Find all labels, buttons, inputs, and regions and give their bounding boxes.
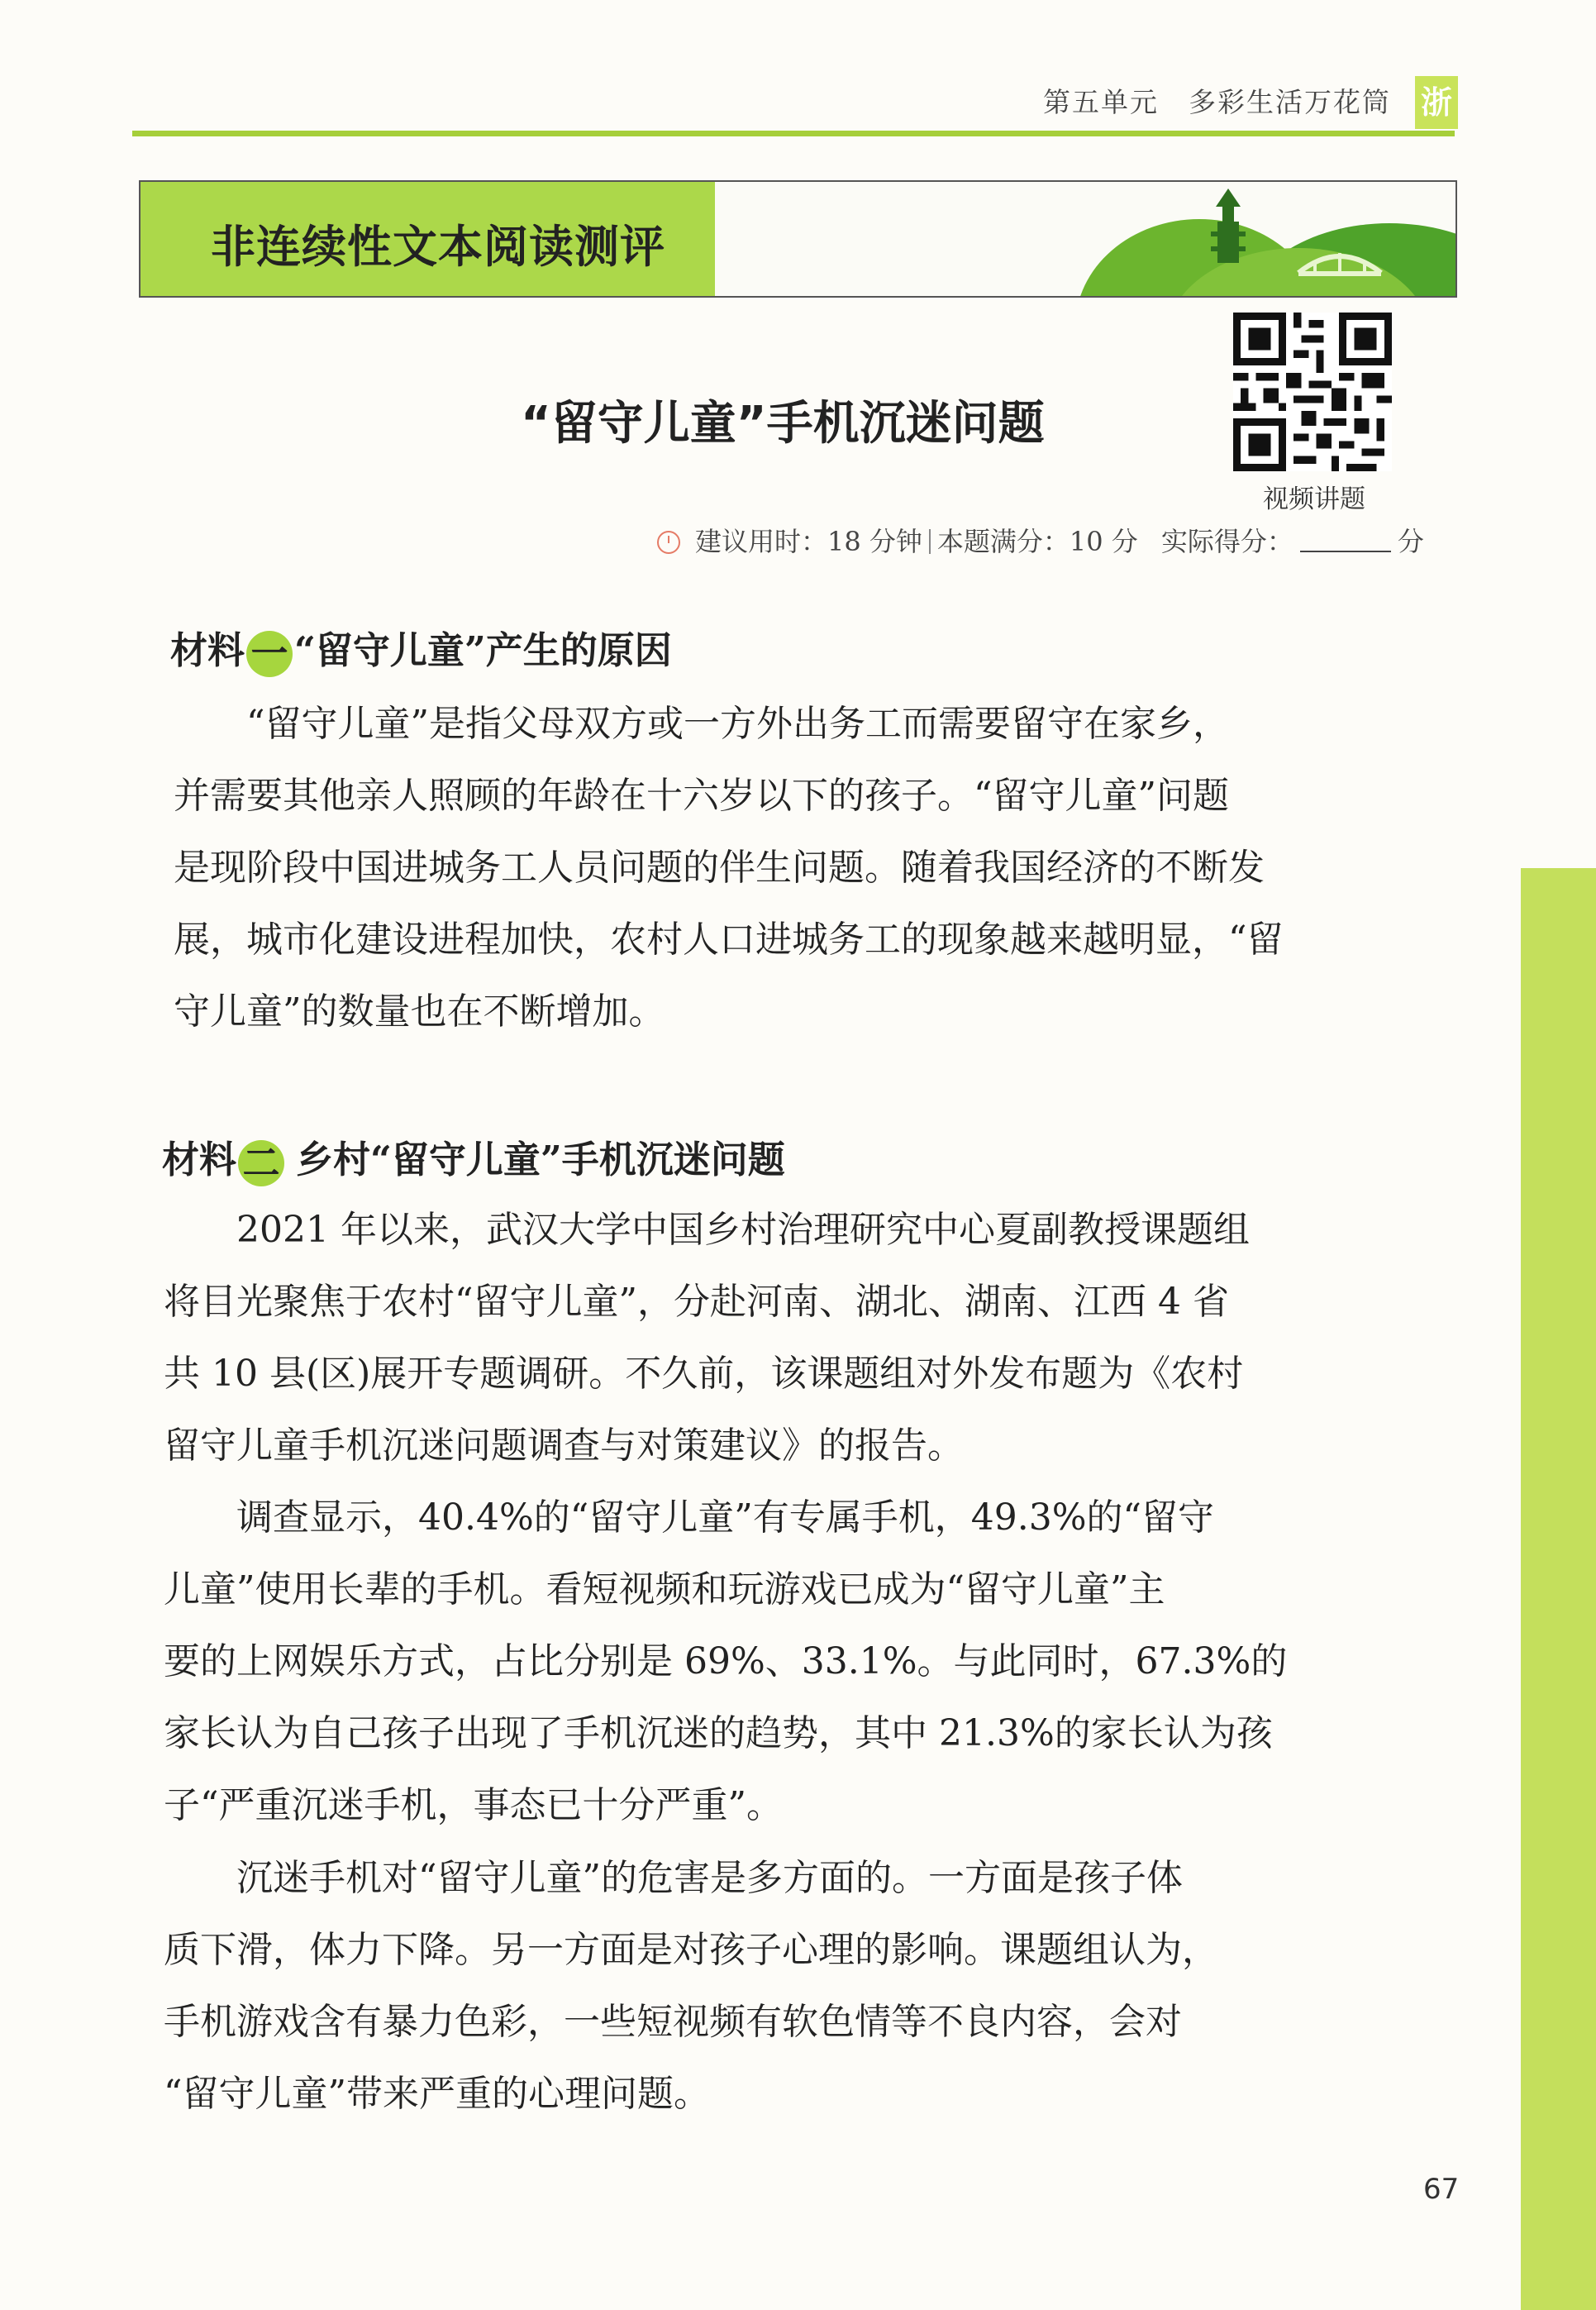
page-number: 67 bbox=[1423, 2173, 1460, 2206]
clock-icon bbox=[657, 531, 680, 554]
material1-prefix: 材料 bbox=[170, 628, 245, 672]
divider bbox=[929, 529, 931, 554]
material2-prefix: 材料 bbox=[162, 1138, 237, 1181]
pagoda-hill-illustration bbox=[1026, 182, 1455, 296]
material2-para2 bbox=[164, 1482, 1287, 1841]
qr-caption: 视频讲题 bbox=[1263, 484, 1365, 514]
material1-number: 一 bbox=[246, 631, 293, 677]
text-line: 将目光聚焦于农村“留守儿童”，分赴河南、湖北、湖南、江西 4 省 bbox=[164, 1281, 1229, 1323]
text-line: “留守儿童”是指父母双方或一方外出务工而需要留守在家乡， bbox=[246, 703, 1229, 745]
score-blank[interactable] bbox=[1300, 551, 1391, 552]
exercise-meta bbox=[657, 521, 1424, 559]
material2-title: 乡村“留守儿童”手机沉迷问题 bbox=[296, 1138, 785, 1181]
text-line: 并需要其他亲人照顾的年龄在十六岁以下的孩子。“留守儿童”问题 bbox=[174, 775, 1229, 817]
side-thumb-tab bbox=[1521, 868, 1596, 2310]
qr-code[interactable] bbox=[1233, 313, 1392, 471]
suggested-time: 建议用时：18 分钟 bbox=[695, 526, 922, 557]
article-title: “留守儿童”手机沉迷问题 bbox=[521, 397, 1045, 451]
unit-label: 第五单元 bbox=[1043, 86, 1159, 118]
material2-para3 bbox=[164, 1842, 1218, 2130]
score-unit: 分 bbox=[1397, 526, 1424, 557]
running-header bbox=[1043, 81, 1391, 120]
text-line: 家长认为自己孩子出现了手机沉迷的趋势，其中 21.3%的家长认为孩 bbox=[164, 1712, 1273, 1754]
text-line: 展，城市化建设进程加快，农村人口进城务工的现象越来越明显，“留 bbox=[174, 919, 1284, 961]
text-line: 儿童”使用长辈的手机。看短视频和玩游戏已成为“留守儿童”主 bbox=[164, 1568, 1165, 1611]
material2-number: 二 bbox=[238, 1140, 284, 1186]
text-line: 留守儿童手机沉迷问题调查与对策建议》的报告。 bbox=[164, 1425, 964, 1467]
text-line: 共 10 县(区)展开专题调研。不久前，该课题组对外发布题为《农村 bbox=[164, 1353, 1244, 1395]
text-line: 子“严重沉迷手机，事态已十分严重”。 bbox=[164, 1784, 783, 1826]
text-line: 是现阶段中国进城务工人员问题的伴生问题。随着我国经济的不断发 bbox=[174, 847, 1265, 889]
unit-title: 多彩生活万花筒 bbox=[1189, 86, 1391, 118]
text-line: 沉迷手机对“留守儿童”的危害是多方面的。一方面是孩子体 bbox=[236, 1857, 1183, 1899]
material1-body bbox=[174, 688, 1284, 1048]
section-banner bbox=[139, 180, 1457, 298]
actual-score-label: 实际得分： bbox=[1160, 526, 1293, 557]
text-line: 要的上网娱乐方式，占比分别是 69%、33.1%。与此同时，67.3%的 bbox=[164, 1640, 1288, 1682]
material1-title: “留守儿童”产生的原因 bbox=[294, 628, 672, 672]
section-title: 非连续性文本阅读测评 bbox=[211, 220, 665, 273]
text-line: 调查显示，40.4%的“留守儿童”有专属手机，49.3%的“留守 bbox=[236, 1496, 1215, 1539]
text-line: “留守儿童”带来严重的心理问题。 bbox=[164, 2073, 710, 2115]
text-line: 手机游戏含有暴力色彩，一些短视频有软色情等不良内容，会对 bbox=[164, 2001, 1182, 2043]
header-rule bbox=[132, 131, 1455, 136]
material2-para1 bbox=[164, 1194, 1250, 1482]
text-line: 守儿童”的数量也在不断增加。 bbox=[174, 990, 665, 1033]
province-badge: 浙 bbox=[1415, 76, 1458, 129]
text-line: 2021 年以来，武汉大学中国乡村治理研究中心夏副教授课题组 bbox=[236, 1209, 1250, 1251]
text-line: 质下滑，体力下降。另一方面是对孩子心理的影响。课题组认为， bbox=[164, 1929, 1218, 1971]
material2-heading bbox=[162, 1129, 785, 1186]
material1-heading bbox=[170, 620, 672, 677]
full-score: 本题满分：10 分 bbox=[936, 526, 1138, 557]
